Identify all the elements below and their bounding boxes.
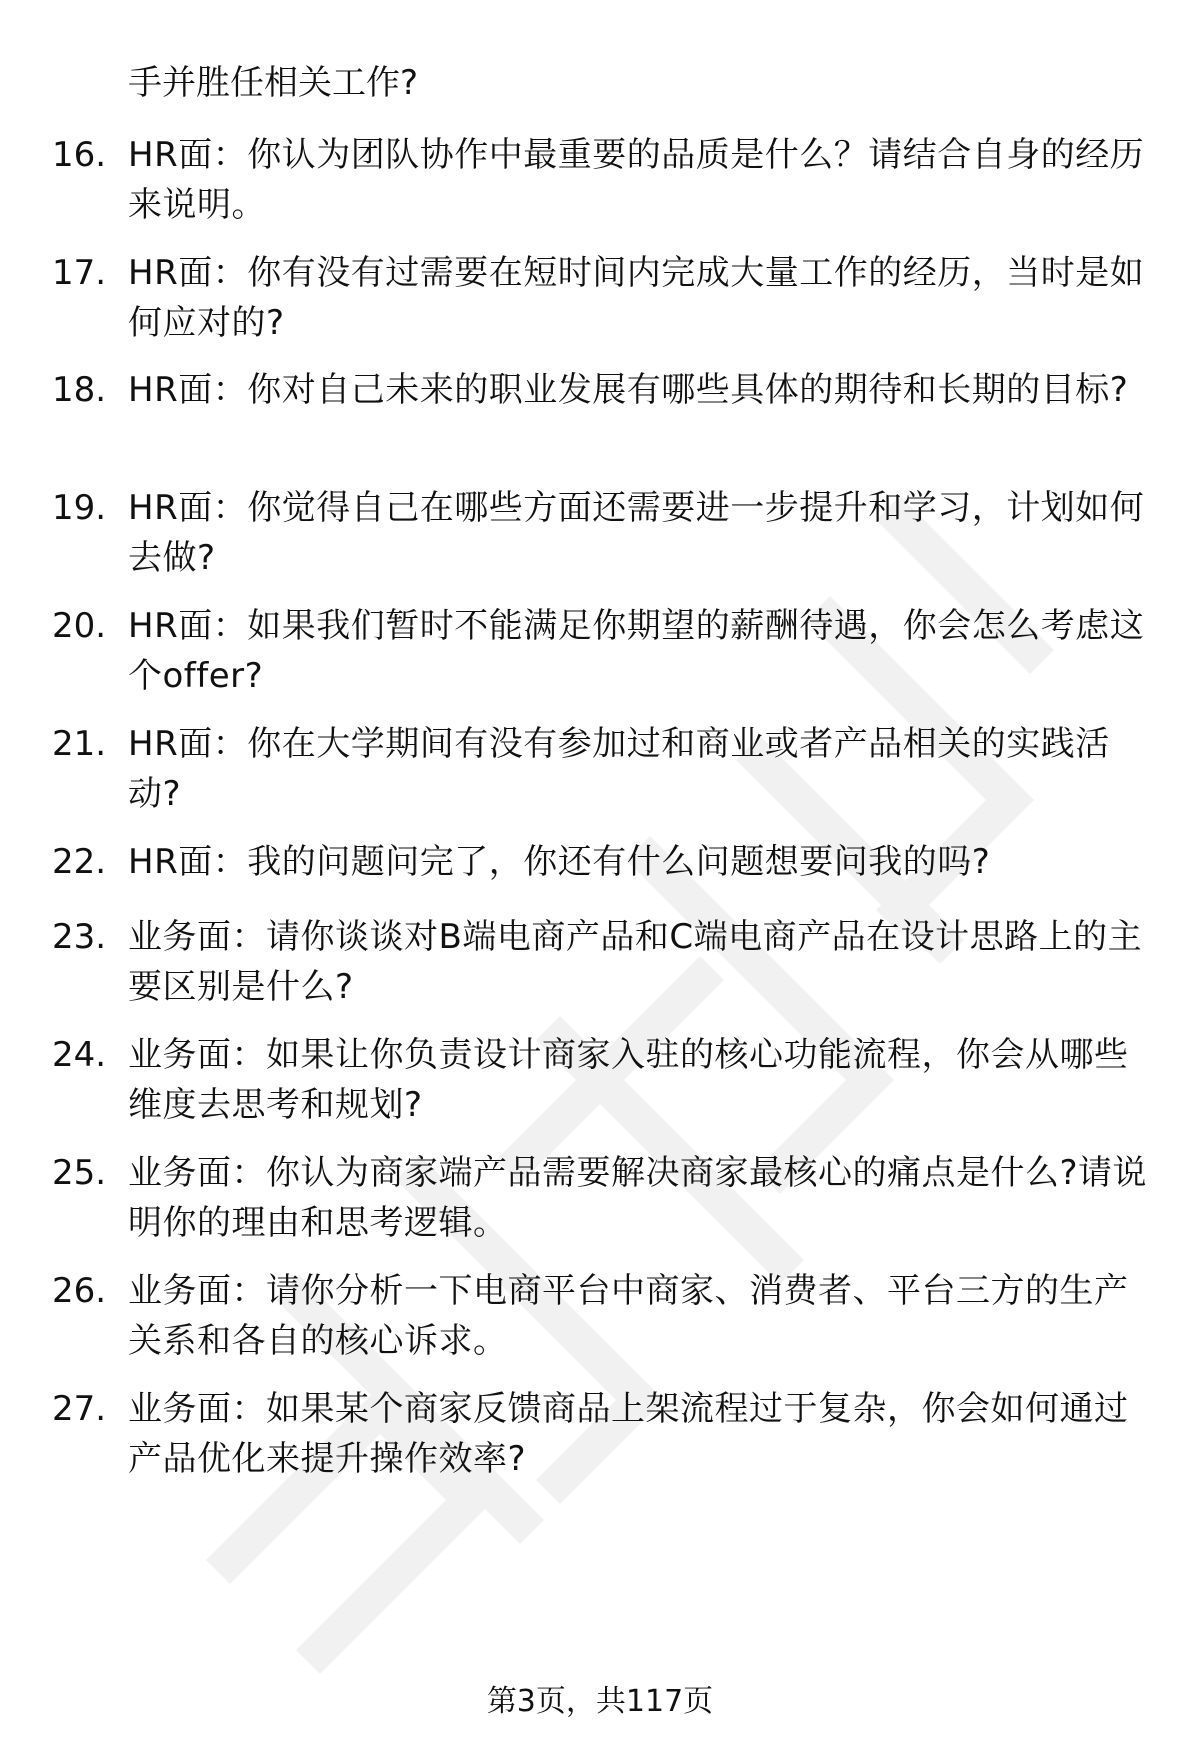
- question-text: HR面：我的问题问完了，你还有什么问题想要问我的吗?: [128, 842, 991, 882]
- question-number: 20.: [52, 606, 107, 646]
- question-text: HR面：你在大学期间有没有参加过和商业或者产品相关的实践活动?: [128, 724, 1110, 814]
- question-number: 18.: [52, 370, 107, 410]
- continuation-text: 手并胜任相关工作?: [128, 63, 419, 103]
- question-number: 17.: [52, 253, 107, 293]
- question-number: 22.: [52, 842, 107, 882]
- page-footer: 第3页，共117页: [486, 1684, 714, 1719]
- question-text: 业务面：请你谈谈对B端电商产品和C端电商产品在设计思路上的主要区别是什么?: [128, 917, 1143, 1007]
- question-text: HR面：你觉得自己在哪些方面还需要进一步提升和学习，计划如何去做?: [128, 488, 1145, 578]
- question-number: 24.: [52, 1035, 107, 1075]
- question-number: 27.: [52, 1389, 107, 1429]
- question-text: HR面：你对自己未来的职业发展有哪些具体的期待和长期的目标?: [128, 370, 1129, 410]
- question-number: 19.: [52, 488, 107, 528]
- question-number: 16.: [52, 135, 107, 175]
- question-text: HR面：你有没有过需要在短时间内完成大量工作的经历，当时是如何应对的?: [128, 253, 1145, 343]
- question-text: HR面：你认为团队协作中最重要的品质是什么？请结合自身的经历来说明。: [128, 135, 1145, 225]
- question-item: [0, 1266, 1200, 1376]
- question-item: [0, 1148, 1200, 1258]
- question-item: [0, 130, 1200, 240]
- question-text: HR面：如果我们暂时不能满足你期望的薪酬待遇，你会怎么考虑这个offer?: [128, 606, 1145, 696]
- question-item: [0, 719, 1200, 829]
- question-text: 业务面：你认为商家端产品需要解决商家最核心的痛点是什么?请说明你的理由和思考逻辑。: [128, 1153, 1148, 1243]
- question-item: [0, 365, 1200, 475]
- question-number: 26.: [52, 1271, 107, 1311]
- question-number: 25.: [52, 1153, 107, 1193]
- question-item: [0, 248, 1200, 358]
- question-item: [0, 601, 1200, 711]
- question-item: [0, 1384, 1200, 1494]
- question-text: 业务面：如果让你负责设计商家入驻的核心功能流程，你会从哪些维度去思考和规划?: [128, 1035, 1129, 1125]
- question-item: [0, 1030, 1200, 1140]
- question-text: 业务面：如果某个商家反馈商品上架流程过于复杂，你会如何通过产品优化来提升操作效率?: [128, 1389, 1129, 1479]
- question-item: [0, 912, 1200, 1022]
- question-number: 21.: [52, 724, 107, 764]
- question-item: [0, 483, 1200, 593]
- question-number: 23.: [52, 917, 107, 957]
- question-text: 业务面：请你分析一下电商平台中商家、消费者、平台三方的生产关系和各自的核心诉求。: [128, 1271, 1129, 1361]
